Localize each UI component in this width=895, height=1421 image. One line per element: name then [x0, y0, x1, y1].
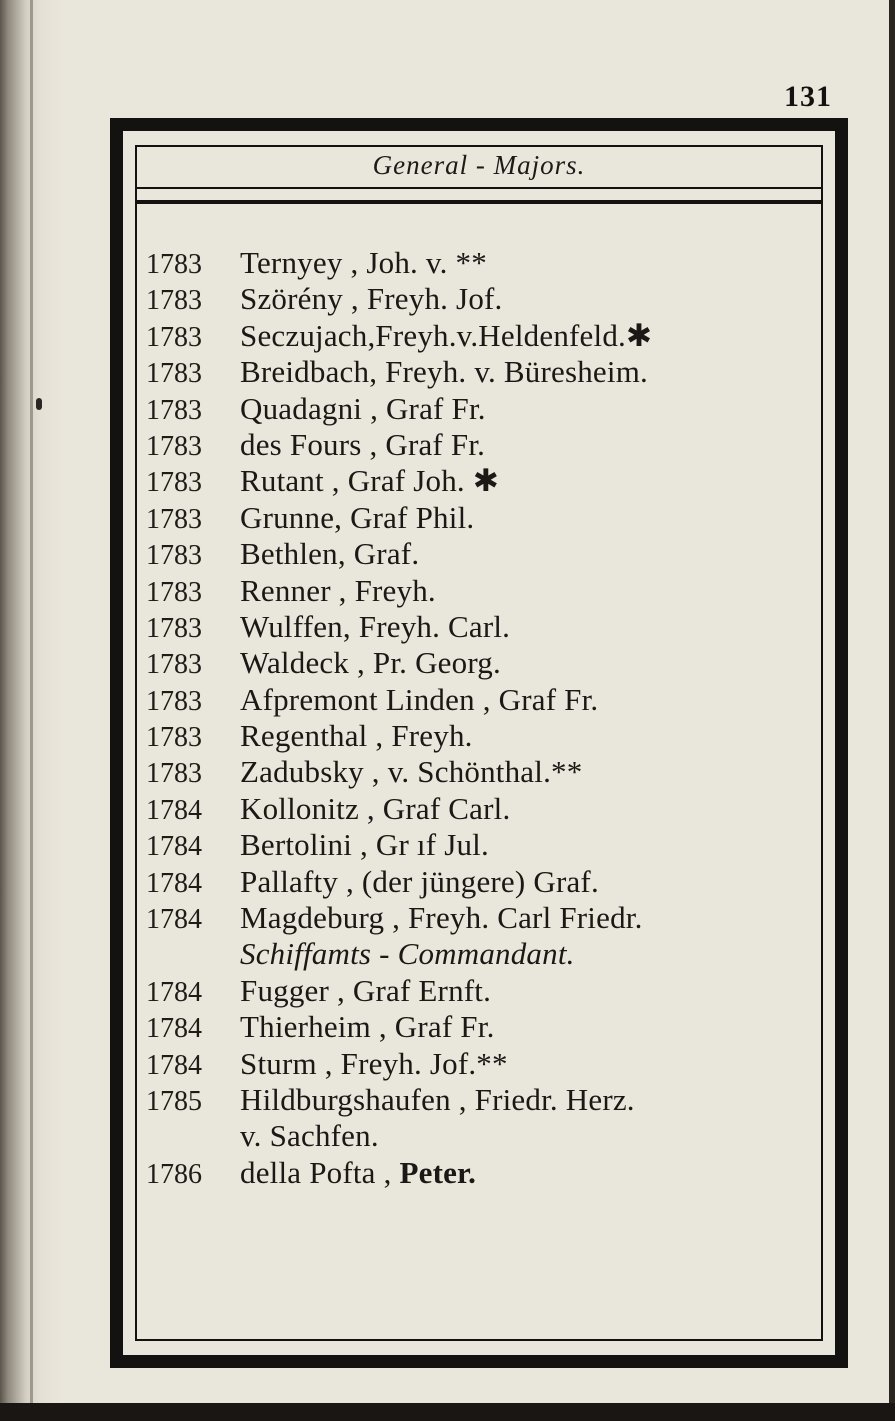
entry-name: Grunne, Graf Phil.	[240, 499, 475, 535]
entry-name: Zadubsky , v. Schönthal.**	[240, 754, 583, 790]
page-number: 131	[784, 80, 832, 113]
list-item	[140, 354, 840, 390]
entry-name: Afpremont Linden , Graf Fr.	[240, 681, 599, 717]
entry-name-plain: della Pofta ,	[240, 1154, 400, 1190]
section-title: General - Majors.	[372, 150, 586, 180]
list-item	[140, 1155, 840, 1191]
list-item	[140, 645, 840, 681]
entry-name: Ternyey , Joh. v. **	[240, 245, 487, 280]
entry-year: 1783	[146, 758, 202, 790]
entry-name: Magdeburg , Freyh. Carl Friedr.	[240, 900, 643, 936]
entry-year: 1783	[146, 394, 202, 426]
entry-name: des Fours , Graf Fr.	[240, 426, 486, 462]
entry-year: 1783	[146, 321, 202, 353]
header-rule-thin	[137, 187, 821, 189]
entry-name: Regenthal , Freyh.	[240, 718, 473, 754]
entry-year: 1784	[146, 794, 202, 826]
list-item	[140, 573, 840, 609]
bottom-page-edge	[0, 1403, 895, 1421]
entry-name: Breidbach, Freyh. v. Büresheim.	[240, 354, 648, 390]
entry-year: 1783	[146, 285, 202, 317]
entry-year: 1783	[146, 685, 202, 717]
entry-name: Rutant , Graf Joh. ✱	[240, 463, 499, 499]
entry-year: 1783	[146, 503, 202, 535]
entry-year: 1783	[146, 612, 202, 644]
entry-continuation: v. Sachfen.	[240, 1118, 379, 1154]
list-item	[140, 718, 840, 754]
entry-year: 1783	[146, 249, 202, 280]
list-item	[140, 827, 840, 863]
entry-name: Pallafty , (der jüngere) Graf.	[240, 863, 599, 899]
entry-year: 1783	[146, 540, 202, 572]
ink-stain	[36, 398, 42, 410]
entry-name: Hildburgshaufen , Friedr. Herz.	[240, 1081, 635, 1117]
list-item	[140, 427, 840, 463]
entry-note: Schiffamts - Commandant.	[240, 936, 575, 972]
entry-name: Sturm , Freyh. Jof.**	[240, 1045, 508, 1081]
list-item	[140, 609, 840, 645]
list-item	[140, 682, 840, 718]
officer-list	[140, 245, 840, 1191]
entry-name: Kollonitz , Graf Carl.	[240, 790, 511, 826]
list-item	[140, 900, 840, 936]
list-item	[140, 1046, 840, 1082]
entry-name	[240, 1155, 476, 1191]
entry-year: 1783	[146, 649, 202, 681]
entry-name: Renner , Freyh.	[240, 572, 436, 608]
list-item	[140, 536, 840, 572]
entry-name: Wulffen, Freyh. Carl.	[240, 608, 511, 644]
gutter-shadow-line	[30, 0, 33, 1421]
list-item	[140, 391, 840, 427]
list-item	[140, 281, 840, 317]
entry-year: 1783	[146, 467, 202, 499]
entry-year: 1784	[146, 904, 202, 936]
entry-name: Bertolini , Gr ıf Jul.	[240, 827, 489, 863]
right-page-edge	[889, 0, 895, 1421]
list-item-note	[140, 936, 840, 972]
entry-year: 1783	[146, 358, 202, 390]
list-item	[140, 1082, 840, 1118]
entry-name-bold: Peter.	[399, 1154, 477, 1190]
entry-year: 1784	[146, 831, 202, 863]
entry-year: 1786	[146, 1158, 202, 1190]
entry-year: 1784	[146, 867, 202, 899]
list-item	[140, 791, 840, 827]
entry-year: 1784	[146, 1013, 202, 1045]
list-item-continuation	[140, 1118, 840, 1154]
entry-name: Szörény , Freyh. Jof.	[240, 281, 503, 317]
list-item	[140, 973, 840, 1009]
entry-year: 1783	[146, 576, 202, 608]
list-item	[140, 1009, 840, 1045]
list-item	[140, 245, 840, 281]
entry-year: 1784	[146, 976, 202, 1008]
entry-year: 1783	[146, 722, 202, 754]
list-item	[140, 318, 840, 354]
entry-name: Seczujach,Freyh.v.Heldenfeld.✱	[240, 317, 653, 353]
entry-year: 1785	[146, 1085, 202, 1117]
entry-name: Thierheim , Graf Fr.	[240, 1009, 495, 1045]
list-item	[140, 500, 840, 536]
entry-name: Bethlen, Graf.	[240, 536, 420, 572]
list-item	[140, 754, 840, 790]
header-rule-thick	[137, 200, 821, 204]
list-item	[140, 864, 840, 900]
entry-name: Fugger , Graf Ernft.	[240, 972, 492, 1008]
entry-year: 1783	[146, 430, 202, 462]
list-item	[140, 463, 840, 499]
entry-year: 1784	[146, 1049, 202, 1081]
entry-name: Waldeck , Pr. Georg.	[240, 645, 501, 681]
entry-name: Quadagni , Graf Fr.	[240, 390, 486, 426]
